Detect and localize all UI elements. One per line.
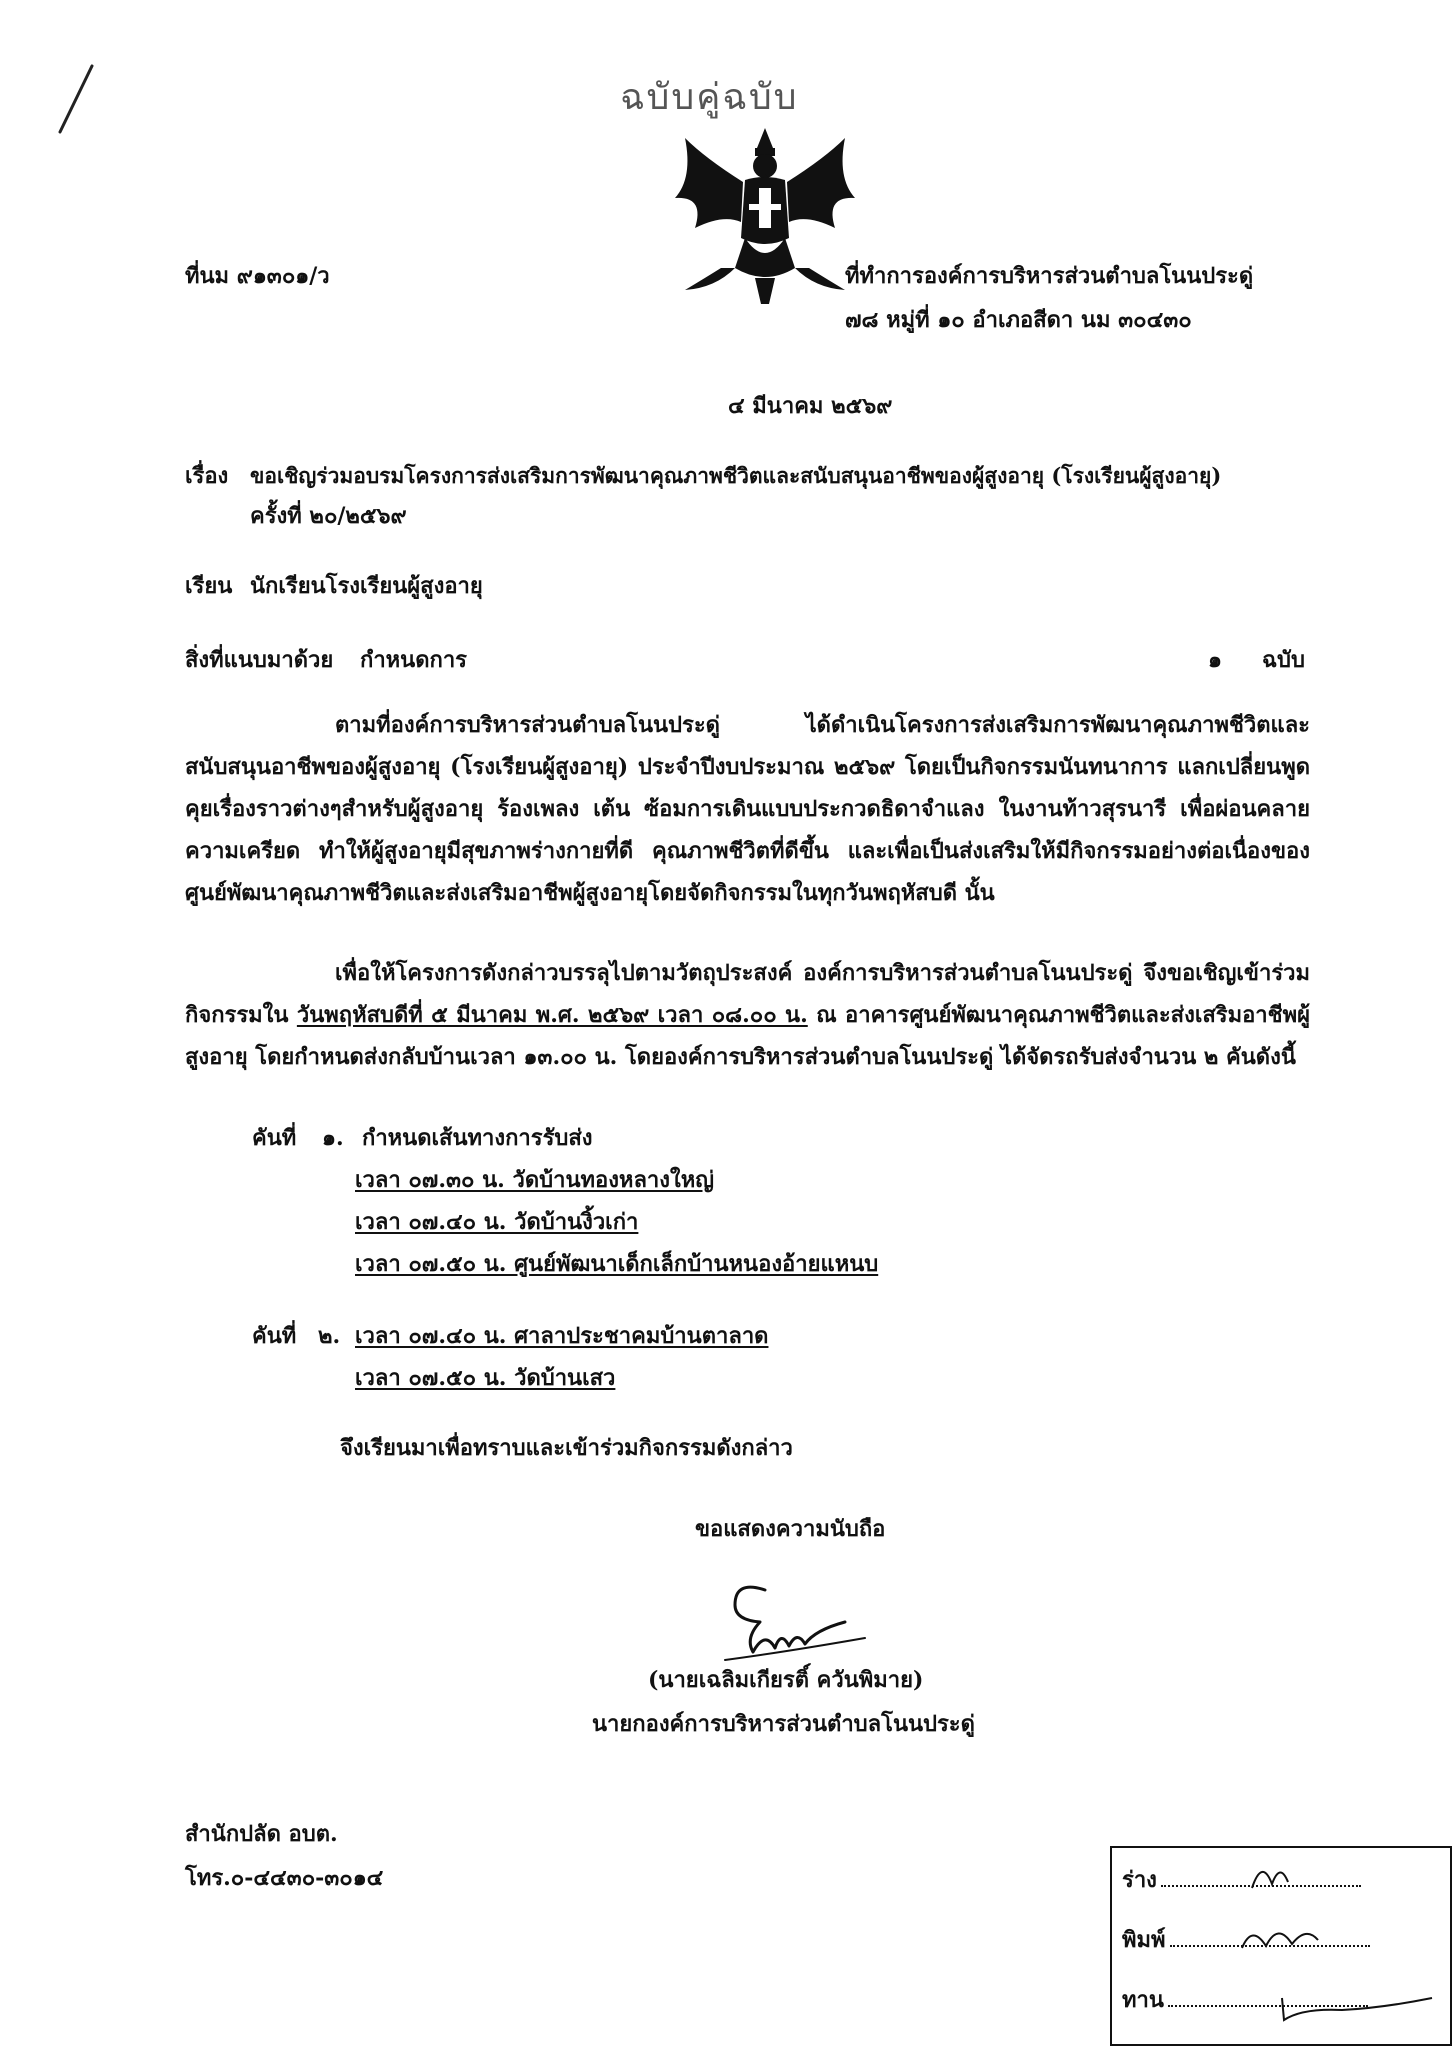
- attachment-unit: ฉบับ: [1262, 647, 1305, 673]
- approval-initials: [1222, 1848, 1442, 2038]
- recipient-value: นักเรียนโรงเรียนผู้สูงอายุ: [250, 573, 483, 599]
- footer-phone: โทร.๐-๔๔๓๐-๓๐๑๔: [185, 1865, 384, 1891]
- footer-office: สำนักปลัด อบต.: [185, 1821, 338, 1847]
- attachment-value: กำหนดการ: [360, 647, 467, 673]
- document-date: ๔ มีนาคม ๒๕๖๙: [728, 393, 893, 419]
- vehicle-1-stop-2: เวลา ๐๗.๔๐ น. วัดบ้านงิ้วเก่า: [355, 1209, 639, 1235]
- signer-name: (นายเฉลิมเกียรติ์ ควันพิมาย): [648, 1667, 924, 1693]
- vehicle-2-label: คันที่: [252, 1323, 297, 1349]
- body-paragraph-2-text-b: ณ อาคารศูนย์พัฒนาคุณภาพชีวิตและส่งเสริมอาชีพผู้สูงอายุ โดยกำหนดส่งกลับบ้านเวลา ๑๓.๐๐ น. โดยองค์การบริหารส่วนตำบลโนนประดู่ ได้จัดรถรับส่งจำนวน ๒ คันดังนี้: [185, 1002, 1310, 1070]
- event-datetime: วันพฤหัสบดีที่ ๕ มีนาคม พ.ศ. ๒๕๖๙ เวลา ๐๘.๐๐ น.: [296, 1002, 808, 1028]
- subject-line1: ขอเชิญร่วมอบรมโครงการส่งเสริมการพัฒนาคุณภาพชีวิตและสนับสนุนอาชีพของผู้สูงอายุ (โรงเรียนผู้สูงอายุ): [250, 463, 1222, 488]
- copy-stamp: ฉบับคู่ฉบับ: [620, 77, 799, 118]
- body-paragraph-1: [185, 704, 1310, 914]
- garuda-emblem-icon: [665, 118, 865, 308]
- vehicle-2-stop-2: เวลา ๐๗.๕๐ น. วัดบ้านเสว: [355, 1365, 616, 1391]
- subject-line2: ครั้งที่ ๒๐/๒๕๖๙: [250, 503, 407, 529]
- office-address-line1: ที่ทำการองค์การบริหารส่วนตำบลโนนประดู่: [845, 263, 1254, 289]
- vehicle-1-stop-3: เวลา ๐๗.๕๐ น. ศูนย์พัฒนาเด็กเล็กบ้านหนองอ้ายแหนบ: [355, 1251, 879, 1277]
- body-paragraph-2-text-a: เพื่อให้โครงการดังกล่าวบรรลุไปตามวัตถุประสงค์ องค์การบริหารส่วนตำบลโนนประดู่ จึงขอเชิญเข้าร่วมกิจกรรมใน: [185, 960, 1310, 1028]
- pen-mark: [50, 60, 100, 140]
- signer-title: นายกองค์การบริหารส่วนตำบลโนนประดู่: [592, 1711, 975, 1737]
- vehicle-1-heading: กำหนดเส้นทางการรับส่ง: [362, 1125, 593, 1151]
- approval-label-reviewed: ทาน: [1122, 1987, 1164, 2013]
- approval-box: [1110, 1846, 1452, 2046]
- attachment-label: สิ่งที่แนบมาด้วย: [185, 647, 334, 673]
- recipient-label: เรียน: [185, 573, 233, 599]
- vehicle-1-label: คันที่: [252, 1125, 297, 1151]
- subject-label: เรื่อง: [185, 463, 229, 489]
- approval-label-draft: ร่าง: [1122, 1867, 1157, 1893]
- handwritten-signature: [705, 1560, 885, 1670]
- approval-label-typed: พิมพ์: [1122, 1927, 1166, 1953]
- document-number: ที่นม ๙๑๓๐๑/ว: [185, 263, 330, 289]
- body-paragraph-1-text: ตามที่องค์การบริหารส่วนตำบลโนนประดู่ ได้ดำเนินโครงการส่งเสริมการพัฒนาคุณภาพชีวิตและสนับสนุนอาชีพของผู้สูงอายุ (โรงเรียนผู้สูงอายุ) ประจำปีงบประมาณ ๒๕๖๙ โดยเป็นกิจกรรมนันทนาการ แลกเปลี่ยนพูดคุยเรื่องราวต่างๆสำหรับผู้สูงอายุ ร้องเพลง เต้น ซ้อมการเดินแบบประกวดธิดาจำแลง ในงานท้าวสุรนารี เพื่อผ่อนคลายความเครียด ทำให้ผู้สูงอายุมีสุขภาพร่างกายที่ดี คุณภาพชีวิตที่ดีขึ้น และเพื่อเป็นส่งเสริมให้มีกิจกรรมอย่างต่อเนื่องของศูนย์พัฒนาคุณภาพชีวิตและส่งเสริมอาชีพผู้สูงอายุโดยจัดกิจกรรมในทุกวันพฤหัสบดี นั้น: [185, 712, 1310, 906]
- body-paragraph-2: [185, 952, 1310, 1078]
- vehicle-1-number: ๑.: [322, 1125, 344, 1151]
- attachment-count: ๑: [1208, 647, 1222, 673]
- vehicle-2-number: ๒.: [318, 1323, 341, 1349]
- vehicle-1-stop-1: เวลา ๐๗.๓๐ น. วัดบ้านทองหลางใหญ่: [355, 1167, 715, 1193]
- vehicle-2-stop-1: เวลา ๐๗.๔๐ น. ศาลาประชาคมบ้านตาลาด: [355, 1323, 769, 1349]
- closing-regards: ขอแสดงความนับถือ: [695, 1516, 886, 1542]
- office-address-line2: ๗๘ หมู่ที่ ๑๐ อำเภอสีดา นม ๓๐๔๓๐: [845, 307, 1192, 333]
- closing-statement: จึงเรียนมาเพื่อทราบและเข้าร่วมกิจกรรมดังกล่าว: [340, 1435, 793, 1461]
